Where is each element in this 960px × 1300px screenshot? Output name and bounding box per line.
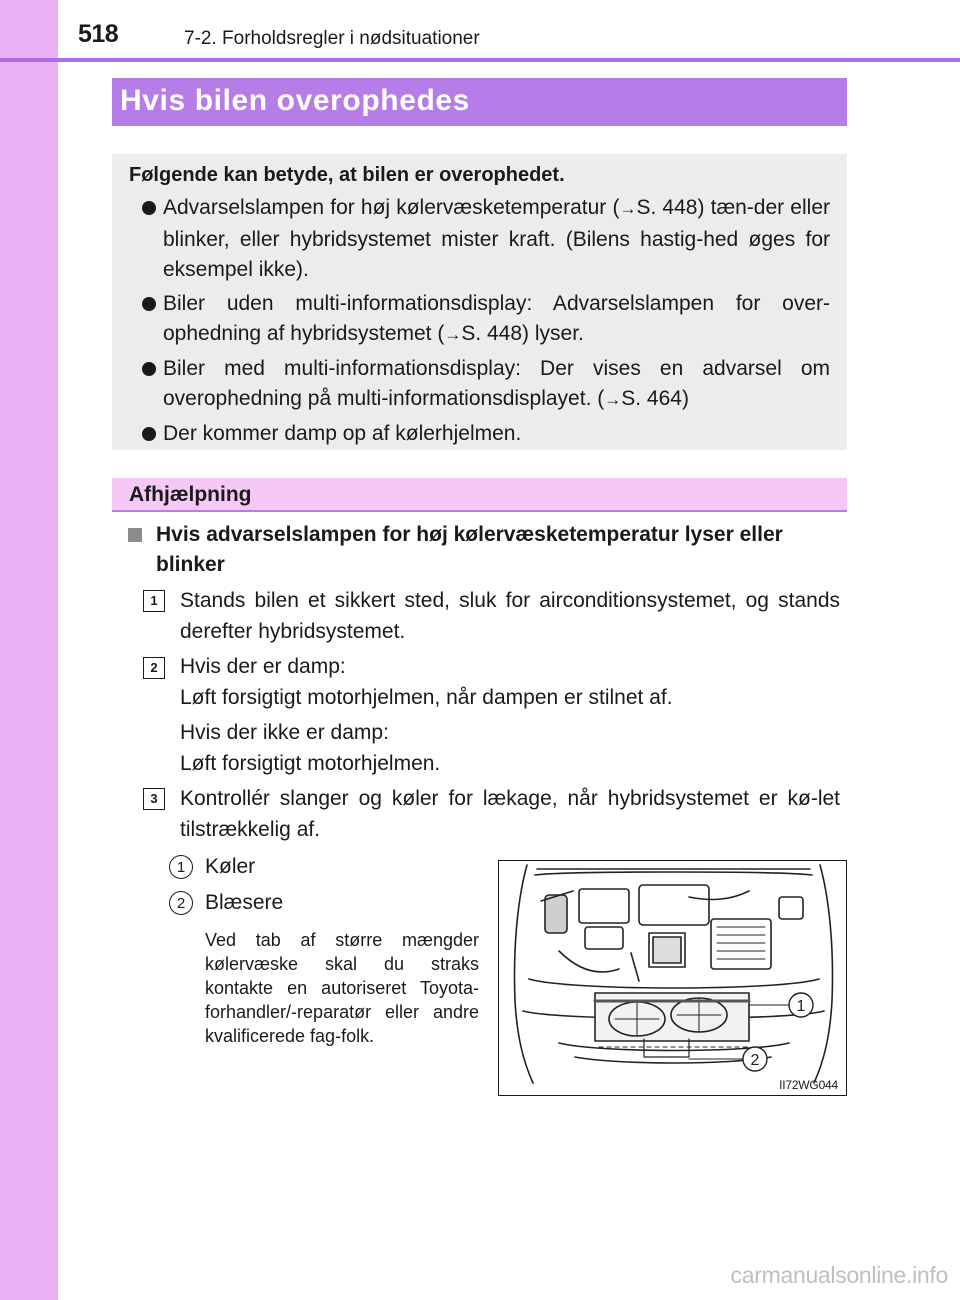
step-number-badge: 2 (143, 657, 165, 679)
page-number: 518 (78, 20, 119, 48)
step-2-text (180, 652, 840, 779)
callout-label: 1 (796, 998, 806, 1015)
callout-label: 2 (750, 1052, 760, 1069)
legend-number: 2 (169, 891, 193, 915)
square-bullet-icon (128, 528, 142, 542)
side-tab-strip (0, 0, 58, 1300)
watermark: carmanualsonline.info (730, 1262, 948, 1288)
reference-arrow-icon: → (444, 325, 462, 344)
section-title: Hvis bilen overophedes (112, 78, 847, 126)
header-rule (0, 58, 960, 62)
symptom-text: Biler med multi-informationsdisplay: Der vises en advarsel om overophedning på multi-informationsdisplayet. ( (163, 356, 830, 410)
symptom-text: Advarselslampen for høj kølervæsketemperatur ( (163, 196, 620, 219)
subsection-text: Hvis advarselslampen for høj kølervæsketemperatur lyser eller blinker (156, 523, 783, 576)
legend-label: Blæsere (205, 891, 284, 914)
engine-bay-illustration (498, 860, 847, 1096)
symptom-ref: S. 464) (621, 387, 689, 410)
step-2-line: Hvis der ikke er damp: (180, 721, 389, 744)
symptoms-heading: Følgende kan betyde, at bilen er overophedet. (129, 164, 565, 186)
step-2-line: Løft forsigtigt motorhjelmen, når dampen er stilnet af. (180, 685, 673, 709)
figure-code: II72WG044 (779, 1078, 838, 1092)
symptom-text: Der kommer damp op af kølerhjelmen. (163, 421, 522, 445)
symptom-item (129, 193, 830, 286)
remedy-heading: Afhjælpning (112, 478, 847, 512)
symptom-ref: S. 448) lyser. (461, 322, 584, 345)
subsection-heading (128, 520, 840, 580)
step-number-badge: 1 (143, 590, 165, 612)
reference-arrow-icon: → (619, 199, 637, 218)
coolant-note: Ved tab af større mængder kølervæske skal du straks kontakte en autoriseret Toyota-forhandler/-reparatør eller andre kvalificerede fag-folk. (205, 930, 479, 1046)
reference-arrow-icon: → (604, 390, 622, 409)
legend-label: Køler (205, 855, 256, 878)
symptom-item (129, 289, 830, 351)
symptom-item (129, 419, 830, 450)
symptom-ref: S. 448) tæn-der eller blinker, eller hybridsystemet mister kraft. (Bilens hastig-hed øges for eksempel ikke). (163, 196, 830, 281)
symptoms-box (112, 154, 847, 450)
chapter-title: 7-2. Forholdsregler i nødsituationer (184, 28, 480, 49)
step-2-line: Hvis der er damp: (180, 655, 346, 678)
legend-number: 1 (169, 855, 193, 879)
symptom-item (129, 354, 830, 416)
step-2-line: Løft forsigtigt motorhjelmen. (180, 751, 441, 775)
engine-bay-drawing (499, 861, 847, 1096)
step-number-badge: 3 (143, 788, 165, 810)
symptom-text: Biler uden multi-informationsdisplay: Advarselslampen for over-ophedning af hybridsystemet ( (163, 291, 830, 345)
step-1-text: Stands bilen et sikkert sted, sluk for airconditionsystemet, og stands derefter hybridsystemet. (180, 589, 840, 643)
step-3-text: Kontrollér slanger og køler for lækage, når hybridsystemet er kø-let tilstrækkelig af. (180, 787, 840, 841)
